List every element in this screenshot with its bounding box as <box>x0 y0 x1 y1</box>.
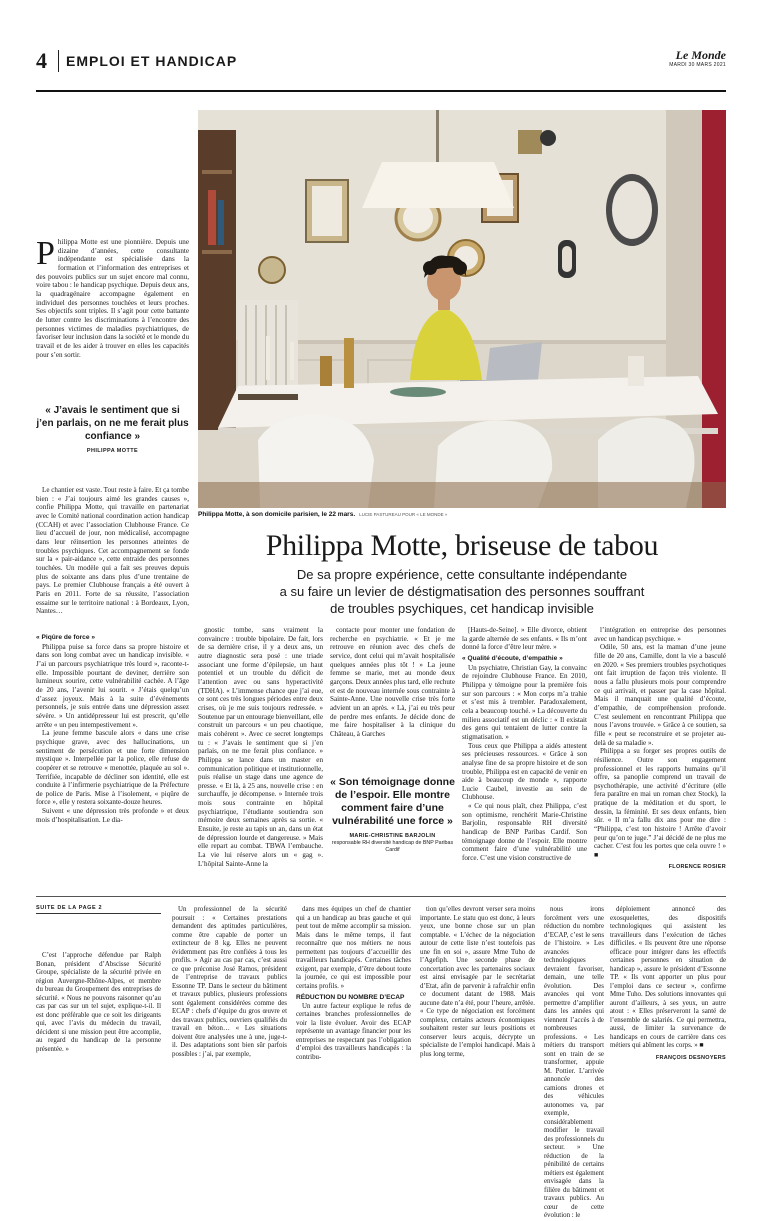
article-column-1a <box>36 486 189 626</box>
paragraph: Tous ceux que Philippa a aidés attestent ses précieuses ressources. « Grâce à son analyse fine de sa propre histoire et de son trouble, Philippa est en capacité de venir en aide à beaucoup de monde », rapporte Lucie Caubel, investie au sein de Clubhouse. <box>462 741 587 802</box>
article-photo <box>198 110 726 508</box>
intertitle: « Qualité d’écoute, d’empathie » <box>462 654 563 662</box>
page-number: 4 <box>36 48 47 73</box>
article-signature: FLORENCE ROSIER <box>668 863 726 870</box>
subtitle-line: a su faire un levier de déstigmatisation des personnes souffrant <box>279 584 645 599</box>
paragraph: contacte pour monter une fondation de recherche en psychiatrie. « Et je me retrouve en réunion avec des chefs de service, dont celui qui m’avait hospitalisée quelques années plus tôt ! » La jeune femme se marie, met au monde deux garçons. Deux années plus tard, elle rechute et est de nouveau internée sous contrainte à Sainte-Anne. Une nouvelle crise très forte advient un an après. « Là, j’ai eu très peur de perdre mes enfants. Je décide donc de me faire hospitaliser à la clinique du Château, à Garches <box>330 626 455 738</box>
section-rule <box>36 896 726 897</box>
pull-quote-barjolin <box>330 776 455 854</box>
issue-date: MARDI 30 MARS 2021 <box>669 62 726 68</box>
paragraph: La jeune femme bascule alors « dans une crise psychique grave, avec des hallucinations, un sentiment de persécution et une forte dimension mystique ». Interpellée par la police, elle refuse de coopérer et se retrouve « menottée, plaquée au sol ». Terrifiée, incapable de décliner son identité, elle est conduite à l’infirmerie psychiatrique de la Préfecture de police de Paris. Mise à l’isolement, « piqûre de force », elle y restera soixante-douze heures. <box>36 729 189 807</box>
paragraph: nous irons forcément vers une réduction du nombre d’ECAP, c’est le sens de l’histoire. » Les avancées technologiques devraient favoriser, demain, une telle évolution. Des avancées qui vont permettre d’amplifier dans les années qui viennent l’accès à de nombreuses professions. « Les métiers du transport sont en train de se transformer, appuie M. Pottier. L’arrivée annoncée des camions drones et des véhicules autonomes va, par exemple, considérablement modifier le travail des professionnels du secteur. » Une réduction de la pénibilité de certains métiers est également envisagée dans la filière du bâtiment et travaux publics. Au cœur de cette évolution : le <box>544 906 604 1219</box>
paragraph: Odile, 50 ans, est la maman d’une jeune fille de 20 ans, Camille, dont la vie a basculé en 2020. « Ses premiers troubles psychotiques ont fait irruption de façon très violente. Il nous a fallu plusieurs mois pour comprendre ce qui arrivait, et passer par la case hôpital. Mais il manquait une qualité d’écoute, d’empathie, de compréhension profonde. C’est seulement en rencontrant Philippa que nous l’avons trouvée. » Grâce à ce soutien, sa fille « peut se reconstruire et se projeter au-delà de sa maladie ». <box>594 643 726 747</box>
paragraph: Suivent « une dépression très profonde » et deux mois d’hospitalisation. Le dia- <box>36 807 189 824</box>
photo-credit: LUCIE PASTUREAU POUR « LE MONDE » <box>359 512 448 517</box>
article-column-4 <box>462 626 587 892</box>
lower-column-5 <box>544 906 604 1219</box>
lower-column-6 <box>610 906 726 1106</box>
article-column-2 <box>198 626 323 892</box>
subtitle-line: De sa propre expérience, cette consultante indépendante <box>296 567 628 582</box>
pull-quote-text: « Son témoignage donne de l’espoir. Elle montre comment faire d’une vulnérabilité une force » <box>330 776 455 827</box>
pull-quote-author: PHILIPPA MOTTE <box>86 448 139 454</box>
lower-column-3 <box>296 906 411 1106</box>
article-title: Philippa Motte, briseuse de tabou <box>265 529 659 562</box>
paragraph: « Ce qui nous plaît, chez Philippa, c’est son optimisme, renchérit Marie-Christine Barjolin, responsable RH diversité handicap de BNP Paribas Cardif. Son témoignage donne de l’espoir. Elle montre comment faire d’une vulnérabilité une force. C’est une vision constructive de <box>462 802 587 863</box>
lower-column-1 <box>36 952 161 1102</box>
header-rule <box>36 90 726 92</box>
newspaper-logo: Le Monde <box>675 48 726 62</box>
lead-text: hilippa Motte est une pionnière. Depuis une dizaine d’années, cette consultante indépendante est spécialisée dans la formation et l’information des entreprises et des pouvoirs publics sur un sujet encore mal connu, voire tabou : le handicap psychique. Depuis deux ans, la quadragénaire accompagne également en individuel des personnes touchées et leurs proches. Ses objectifs sont triples. Il s’agit pour cette battante de lutter contre les discriminations à l’encontre des personnes victimes de maladies psychiatriques, de favoriser leur inclusion dans la société et le monde du travail et de les aider à trouver en elles les capacités pour s’en sortir. <box>36 238 189 359</box>
paragraph: Le chantier est vaste. Tout reste à faire. Et ça tombe bien : « J’ai toujours aimé les grandes causes », confie Philippa Motte, qui travaille en partenariat avec le Comité national coordination action handicap (CCAH) et avec l’association Clubhouse France. Ce lieu d’accueil de jour, non médicalisé, accompagne dans leur réinsertion les personnes atteintes de troubles psychiques. Cet accompagnement se fonde sur la « pair-aidance », cette entraide des personnes touchées. Un modèle qui a fait ses preuves depuis plus de soixante ans dans plus d’une trentaine de pays. Le premier Clubhouse français a été ouvert à Paris en 2011. Forte de sa réussite, l’association essaime sur le territoire national : à Bordeaux, Lyon, Nantes… <box>36 486 189 616</box>
lower-column-2 <box>172 906 287 1106</box>
paragraph: Philippa puise sa force dans sa propre histoire et dans son long combat avec un handicap invisible. « J’ai un parcours psychiatrique très lourd », raconte-t-elle. Impossible pourtant de deviner, derrière son lumineux sourire, cette vulnérabilité cachée. A l’âge de 20 ans, l’avenir lui sourit. « J’étais quelqu’un d’assez joyeux. Mais à la suite d’événements personnels, je suis entrée dans une dépression assez sévère. » Un antidépresseur lui est prescrit, qu’elle arrête « un peu intempestivement ». <box>36 642 189 729</box>
intertitle: « Piqûre de force » <box>36 634 95 641</box>
caption-text: Philippa Motte, à son domicile parisien, le 22 mars. <box>198 511 356 518</box>
pull-quote-role: responsable RH diversité handicap de BNP Paribas Cardif <box>331 840 454 853</box>
paragraph: l’intégration en entreprise des personnes avec un handicap psychique. » <box>594 626 726 643</box>
subtitle-line: de troubles psychiques, cet handicap invisible <box>330 601 594 616</box>
section-title: EMPLOI ET HANDICAP <box>66 53 238 69</box>
drop-cap: P <box>36 235 55 272</box>
paragraph: C’est l’approche défendue par Ralph Bonan, président d’Abscisse Sécurité Groupe, spécialiste de la sécurité privée en région Auvergne-Rhône-Alpes, et membre du bureau du Groupement des entreprises de sécurité. « Nous ne pouvons raisonner qu’au cas par cas sur un tel sujet, explique-t-il. Il est donc préférable que ce soit les dirigeants qui, avec l’avis du médecin du travail, décident si une mission peut être accomplie, au regard du handicap de la personne présentée. » <box>36 952 161 1053</box>
article-column-5 <box>594 626 726 892</box>
lead-paragraph <box>36 235 189 388</box>
pull-quote-motte <box>36 404 189 454</box>
paragraph: Un psychiatre, Christian Gay, la convainc de rejoindre Clubhouse France. En 2010, Philippa y témoigne pour la première fois sur son parcours : « Mon corps m’a trahie et s’est mis à trembler. Paradoxalement, cela a beaucoup touché. » La découverte du milieu associatif est un déclic : « Il existait des gens qui tentaient de lutter contre la stigmatisation. » <box>462 663 587 741</box>
paragraph: dans mes équipes un chef de chantier qui a un handicap au bras gauche et qui peut tout de même accomplir sa mission. Mais dans le même temps, il faut reconnaître que nos métiers ne nous permettent pas toujours d’accueillir des travailleurs handicapés. Certaines tâches exigent, par exemple, d’être debout toute la journée, ce qui est impossible pour certains profils. » <box>296 906 411 990</box>
paragraph: tion qu’elles devront verser sera moins importante. Le statu quo est donc, à leurs yeux, une bonne chose sur un plan comptable. « L’échec de la négociation autour de cette liste n’est toutefois pas une fin en soi », assure Mme Tuho de l’Agefiph. Une seconde phase de concertation avec les partenaires sociaux est ainsi envisagée par le secrétariat d’Etat, afin de parvenir à rafraîchir enfin ce document datant de 1988. Mais aucune date n’a été, pour l’heure, arrêtée. « Ce type de négociation est forcément complexe, certains acteurs économiques souhaitent rester sur leurs positions et conserver leurs acquis, décrypte un spécialiste de l’emploi handicapé. Mais à plus long terme, <box>420 906 535 1058</box>
page-header <box>36 44 726 92</box>
paragraph: gnostic tombe, sans vraiment la convaincre : trouble bipolaire. De fait, lors de sa dernière crise, il y a deux ans, un autre diagnostic sera posé : une triade associant une forme d’épilepsie, un haut potentiel et un trouble du déficit de l’attention avec ou sans hyperactivité (TDHA). « L’immense chance que j’ai eue, ce sont ces très longues périodes entre deux crises, où je me suis toujours redressée. » Soutenue par un entourage bienveillant, elle construit un parcours « un peu chaotique, mais cohérent ». Avec ce secret longtemps tu : « J’avais le sentiment que si j’en parlais, on ne me ferait plus confiance. » Philippa se lance dans un master en communication politique et institutionnelle, puis réalise un stage dans une agence de presse. « Et là, à 25 ans, nouvelle crise : en surchauffe, je décompense. » Internée trois mois sous contrainte en hôpital psychiatrique, l’étudiante soutiendra son mémoire deux semaines après sa sortie. « Ensuite, je reste au tapis un an, dans un état de dépression lourde et dangereuse. » Mais elle repart au combat. TBWA l’embauche. La vie lui réserve alors un « gag ». L’hôpital Sainte-Anne la <box>198 626 323 868</box>
pull-quote-text: « J’avais le sentiment que si j’en parlais, on ne me ferait plus confiance » <box>36 405 189 442</box>
paragraph: déploiement annoncé des exosquelettes, des dispositifs technologiques qui assistent les travailleurs dans l’exécution de tâches difficiles. « Ils peuvent être une réponse efficace pour intégrer dans les effectifs certaines personnes en situation de handicap », assure le président d’Essonne TP. « Ils vont apporter un plus pour l’emploi dans ce secteur », confirme Mme Tuho. Des solutions innovantes qui auront d’ailleurs, à ses yeux, un autre atout : « Elles préserveront la santé de l’ensemble de salariés. Ce qui permettra, aussi, de limiter la survenance de handicaps en cours de carrière dans ces métiers qui abîment les corps. » ■ <box>610 906 726 1049</box>
paragraph: Un autre facteur explique le refus de certaines branches professionnelles de voir la liste évoluer. Avoir des ECAP représente un avantage financier pour les entreprises ne respectant pas l’obligation d’emploi des travailleurs handicapés : la contribu- <box>296 1002 411 1061</box>
article-subtitle <box>198 566 726 617</box>
intertitle: RÉDUCTION DU NOMBRE D’ECAP <box>296 994 405 1001</box>
article-column-3 <box>330 626 455 748</box>
paragraph: Philippa a su forger ses propres outils de résilience. Outre son engagement professionnel et les rapports humains qu’il offre, sa panoplie comprend un travail de psychothérapie, une activité d’écriture (elle fera paraître en mai un roman chez Stock), la pratique de la méditation et du sport, le dessin, la féminité. Et ses deux enfants, bien sûr. « Il m’a fallu dix ans pour me dire : “Philippa, c’est ton histoire ! Arrête d’avoir peur qu’on te juge.” J’ai décidé de ne plus me cacher. C’est fou les portes que cela ouvre ! » ■ <box>594 747 726 860</box>
paragraph: Un professionnel de la sécurité poursuit : « Certaines prestations demandent des aptitudes particulières, comme être capable de porter un extincteur de 8 kg. Elles ne peuvent évidemment pas être confiées à tous les profils. » Agir au cas par cas, c’est aussi ce que préconise José Ramos, président de l’entreprise de travaux publics Essonne TP. Dans le secteur du bâtiment et travaux publics, plusieurs professions sont également considérées comme des ECAP : chefs d’équipe du gros œuvre et des travaux publics, ouvriers qualifiés du travail en béton… « Les situations doivent être analysées une à une, juge-t-il. Des adaptations sont bien sûr parfois possibles : j’ai, par exemple, <box>172 906 287 1058</box>
lower-column-4 <box>420 906 535 1106</box>
photo-caption <box>198 511 726 518</box>
photo-illustration <box>198 110 726 508</box>
paragraph: [Hauts-de-Seine]. » Elle divorce, obtient la garde alternée de ses enfants. « Ils m’ont donné la force d’être leur mère. » <box>462 626 587 652</box>
article-signature: FRANÇOIS DESNOYERS <box>655 1054 726 1061</box>
header-divider <box>58 50 59 72</box>
pull-quote-author: MARIE-CHRISTINE BARJOLIN <box>349 833 436 839</box>
article-column-1b <box>36 631 189 893</box>
continued-from-label: SUITE DE LA PAGE 2 <box>36 905 161 914</box>
